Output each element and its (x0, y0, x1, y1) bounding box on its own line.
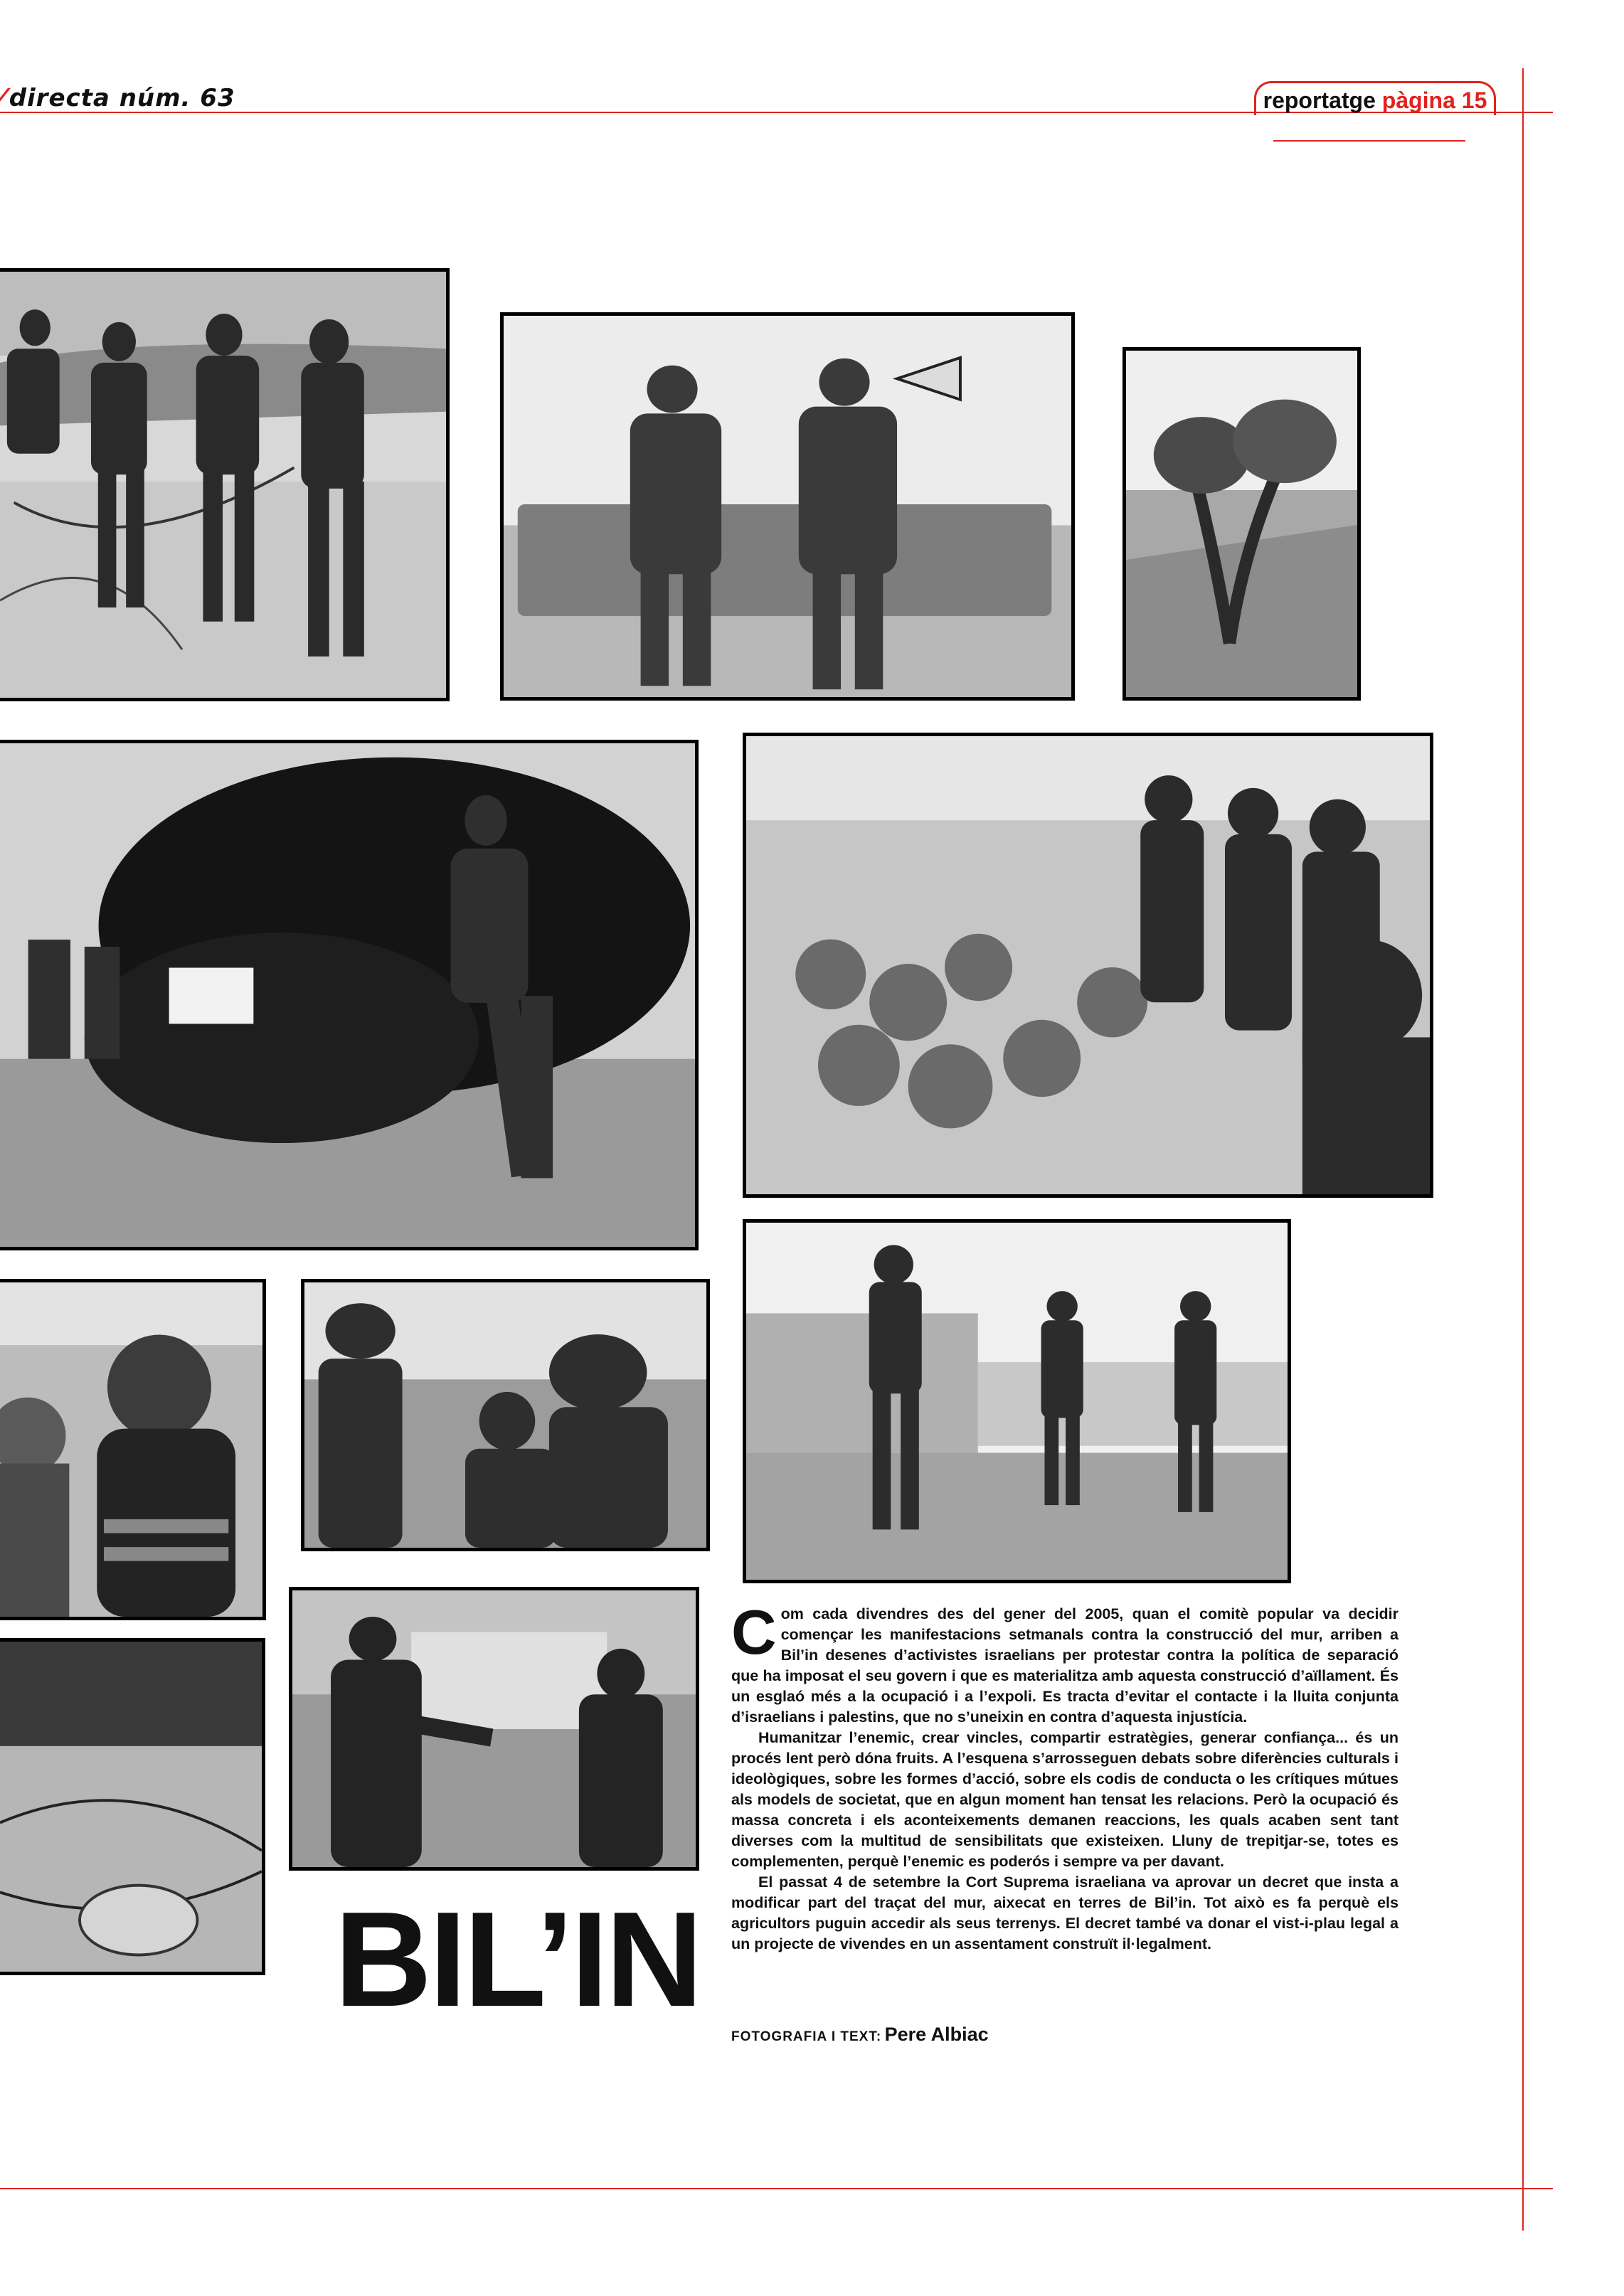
page-number: 15 (1461, 87, 1487, 113)
photo-sit-in (743, 733, 1433, 1198)
section-tab (1254, 81, 1496, 115)
right-rule (1522, 68, 1524, 2231)
photo-burning-tire-image (0, 743, 695, 1247)
credit-label: FOTOGRAFIA I TEXT: (731, 2029, 882, 2044)
photo-credit (731, 2024, 989, 2046)
photo-grenade-launcher (289, 1587, 699, 1871)
section-label: reportatge (1263, 87, 1376, 113)
photo-soldiers-arrest (301, 1279, 710, 1551)
photo-tug-of-war-image (0, 272, 446, 698)
bottom-rule (0, 2188, 1553, 2189)
page-word: pàgina (1381, 87, 1455, 113)
photo-grenade-launcher-image (292, 1590, 696, 1867)
drop-cap: C (731, 1597, 777, 1667)
credit-name: Pere Albiac (884, 2024, 989, 2045)
paragraph-2: Humanitzar l’enemic, crear vincles, compartir estratègies, generar confiança... és un procés lent però dóna fruits. A l’esquena s’arrosseguen debats sobre diferències culturals i ideològiques, sobre les formes d’acció, sobre els codis de conducta o les crítiques mútues als models de societat, que en algun moment han tensat les relacions. Però la ocupació és massa concreta i els aconteixements demanen reaccions, les quals acaben sent tant diverses com la multitud de sensibilitats que existeixen. Lluny de trepitjar-se, totes es complementen, perquè l’enemic es poderós i sempre va per davant. (731, 1729, 1399, 1870)
photo-olive-tree-image (1126, 351, 1357, 697)
slash-icon: ⁄ (0, 84, 5, 112)
photo-masked-youths-image (746, 1223, 1288, 1580)
header-underline (1273, 140, 1465, 142)
photo-burning-tire (0, 740, 699, 1250)
article-body (731, 1597, 1399, 1955)
article-title: BIL’IN (334, 1884, 701, 2035)
photo-sit-in-image (746, 736, 1430, 1194)
photo-tug-of-war (0, 268, 450, 701)
photo-soldiers-megaphone-image (504, 316, 1071, 697)
paragraph-1: Com cada divendres des del gener del 2005, quan el comitè popular va decidir començar les manifestacions setmanals contra la construcció del mur, arriben a Bil’in desenes d’activistes israelians per protestar contra la política de separació que ha imposat el seu govern i que es materialitza amb aquesta construcció d’aïllament. És un esglaó més a la ocupació i a l’expoli. Es tracta d’evitar el contacte i la lluita conjunta d’israelians i palestins, que no s’uneixin en contra d’aquesta injustícia. (731, 1597, 1399, 1726)
paragraph-3: El passat 4 de setembre la Cort Suprema israeliana va aprovar un decret que insta a modificar part del traçat del mur, aixecat en terres de Bil’in. Tot això es fa perquè els agricultors puguin accedir als seus terrenys. El decret també va donar el vist-i-plau legal a un projecte de vivendes en un assentament construït il·legalment. (731, 1874, 1399, 1952)
photo-masked-youths (743, 1219, 1291, 1583)
photo-barbed-wire-mask (0, 1638, 265, 1975)
photo-barbed-wire-mask-image (0, 1642, 262, 1972)
issue-label: ⁄ directa núm. 63 (0, 84, 235, 112)
photo-soldiers-megaphone (500, 312, 1075, 701)
photo-olive-tree (1123, 347, 1361, 701)
photo-soldiers-arrest-image (304, 1282, 706, 1548)
photo-tear-gas-image (0, 1282, 262, 1617)
photo-tear-gas (0, 1279, 266, 1620)
